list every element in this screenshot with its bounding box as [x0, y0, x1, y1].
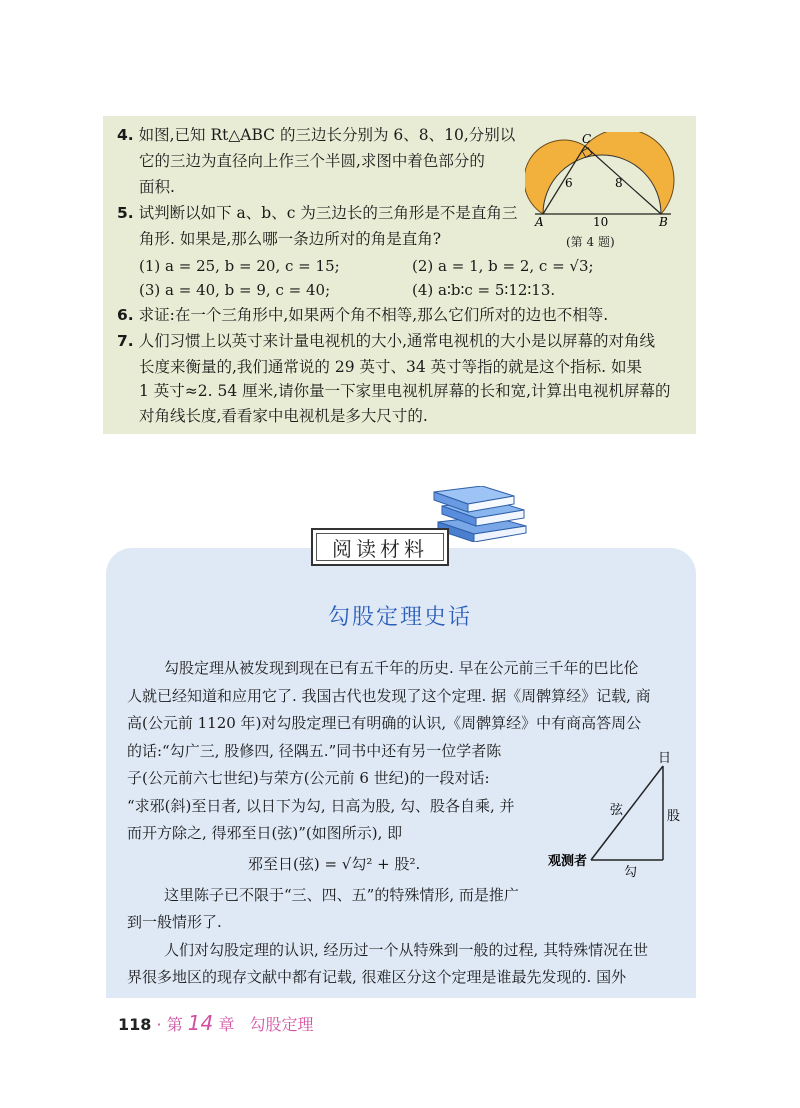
paragraph-line: 子(公元前六七世纪)与荣方(公元前 6 世纪)的一段对话: [127, 769, 490, 787]
vertex-b-label: B [659, 215, 668, 228]
reading-label: 阅读材料 [311, 528, 449, 566]
chapter-prefix: 第 [166, 1015, 183, 1034]
side-10-label: 10 [593, 215, 609, 228]
exercise-number: 4. [117, 126, 134, 144]
option-3: (3) a = 40, b = 9, c = 40; [139, 281, 331, 299]
paragraph-line: 而开方除之, 得邪至日(弦)”(如图所示), 即 [127, 824, 403, 842]
exercise-text: 人们习惯上以英寸来计量电视机的大小,通常电视机的大小是以屏幕的对角线 [138, 332, 656, 350]
paragraph-line: 的话:“勾广三, 股修四, 径隅五.”同书中还有另一位学者陈 [127, 742, 502, 760]
exercise-text: 试判断以如下 a、b、c 为三边长的三角形是不是直角三 [138, 204, 518, 222]
exercise-7 [117, 330, 655, 352]
figure-caption: (第 4 题) [566, 235, 615, 249]
chapter-suffix: 章 [218, 1015, 235, 1034]
chapter-title: 勾股定理 [249, 1015, 314, 1034]
paragraph-line: 高(公元前 1120 年)对勾股定理已有明确的认识,《周髀算经》中有商高答周公 [127, 714, 642, 732]
page-footer [118, 1011, 313, 1035]
paragraph-line: 勾股定理从被发现到现在已有五千年的历史. 早在公元前三千年的巴比伦 [164, 659, 639, 677]
option-2: (2) a = 1, b = 2, c = √3; [412, 257, 594, 275]
paragraph-line: 这里陈子已不限于“三、四、五”的特殊情形, 而是推广 [164, 886, 519, 904]
formula: 邪至日(弦) = √勾² + 股². [248, 855, 421, 873]
exercise-6 [117, 304, 608, 326]
paragraph-line: 到一般情形了. [127, 913, 222, 931]
exercise-text: 长度来衡量的,我们通常说的 29 英寸、34 英寸等指的就是这个指标. 如果 [139, 358, 643, 376]
vertex-c-label: C [582, 132, 592, 146]
chapter-number: 14 [187, 1011, 214, 1035]
exercise-5 [117, 202, 517, 224]
exercise-text: 对角线长度,看看家中电视机是多大尺寸的. [139, 407, 428, 425]
paragraph-line: 界很多地区的现存文献中都有记载, 很难区分这个定理是谁最先发现的. 国外 [127, 968, 627, 986]
option-4: (4) a∶b∶c = 5∶12∶13. [412, 281, 556, 299]
reading-title: 勾股定理史话 [327, 605, 472, 630]
leg-label: 股 [667, 809, 681, 824]
option-1: (1) a = 25, b = 20, c = 15; [139, 257, 340, 275]
paragraph-line: 人们对勾股定理的认识, 经历过一个从特殊到一般的过程, 其特殊情况在世 [164, 941, 649, 959]
paragraph-line: 人就已经知道和应用它了. 我国古代也发现了这个定理. 据《周髀算经》记载, 商 [127, 687, 651, 705]
exercise-text: 如图,已知 Rt△ABC 的三边长分别为 6、8、10,分别以 [138, 126, 516, 144]
side-8-label: 8 [615, 176, 623, 190]
base-label: 勾 [624, 865, 638, 880]
exercise-text: 它的三边为直径向上作三个半圆,求图中着色部分的 [139, 152, 485, 170]
footer-separator: · [156, 1015, 162, 1034]
exercise-text: 1 英寸≈2. 54 厘米,请你量一下家里电视机屏幕的长和宽,计算出电视机屏幕的 [139, 382, 671, 400]
exercise-text: 求证:在一个三角形中,如果两个角不相等,那么它们所对的边也不相等. [138, 306, 609, 324]
side-6-label: 6 [565, 176, 573, 190]
semicircle-figure [525, 132, 695, 228]
observer-label: 观测者 [548, 854, 588, 869]
exercise-4 [117, 124, 515, 146]
vertex-a-label: A [535, 215, 544, 228]
exercise-number: 5. [117, 204, 134, 222]
exercise-text: 角形. 如果是,那么哪一条边所对的角是直角? [139, 230, 442, 248]
sun-label: 日 [658, 751, 672, 766]
exercise-number: 6. [117, 306, 134, 324]
hypotenuse-label: 弦 [610, 803, 624, 818]
exercise-number: 7. [117, 332, 134, 350]
page-number: 118 [118, 1015, 152, 1034]
paragraph-line: “求邪(斜)至日者, 以日下为勾, 日高为股, 勾、股各自乘, 并 [127, 797, 515, 815]
sun-triangle-figure [548, 748, 688, 882]
exercise-text: 面积. [139, 178, 175, 196]
